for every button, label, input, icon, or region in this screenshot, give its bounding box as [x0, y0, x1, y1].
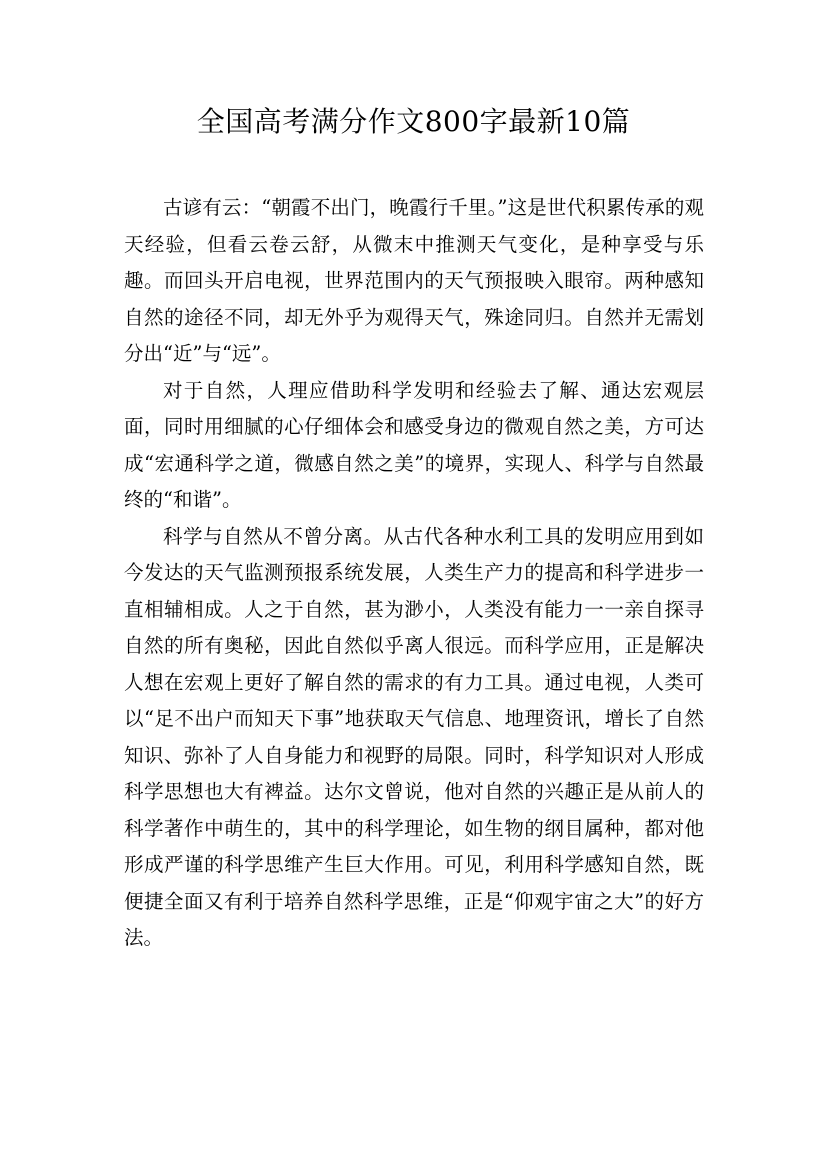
document-body [124, 190, 704, 957]
paragraph-1: 古谚有云：“朝霞不出门，晚霞行千里。”这是世代积累传承的观天经验，但看云卷云舒，从微末中推测天气变化，是种享受与乐趣。而回头开启电视，世界范围内的天气预报映入眼帘。两种感知自然的途径不同，却无外乎为观得天气，殊途同归。自然并无需划分出“近”与“远”。 [124, 196, 704, 365]
paragraph-2: 对于自然，人理应借助科学发明和经验去了解、通达宏观层面，同时用细腻的心仔细体会和感受身边的微观自然之美，方可达成“宏通科学之道，微感自然之美”的境界，实现人、科学与自然最终的“和谐”。 [124, 378, 704, 511]
document-title: 全国高考满分作文800字最新10篇 [196, 105, 631, 138]
paragraph-3: 科学与自然从不曾分离。从古代各种水利工具的发明应用到如今发达的天气监测预报系统发展，人类生产力的提高和科学进步一直相辅相成。人之于自然，甚为渺小，人类没有能力一一亲自探寻自然的所有奥秘，因此自然似乎离人很远。而科学应用，正是解决人想在宏观上更好了解自然的需求的有力工具。通过电视，人类可以“足不出户而知天下事”地获取天气信息、地理资讯，增长了自然知识、弥补了人自身能力和视野的局限。同时，科学知识对人形成科学思想也大有裨益。达尔文曾说，他对自然的兴趣正是从前人的科学著作中萌生的，其中的科学理论，如生物的纲目属种，都对他形成严谨的科学思维产生巨大作用。可见，利用科学感知自然，既便捷全面又有利于培养自然科学思维，正是“仰观宇宙之大”的好方法。 [124, 524, 704, 949]
